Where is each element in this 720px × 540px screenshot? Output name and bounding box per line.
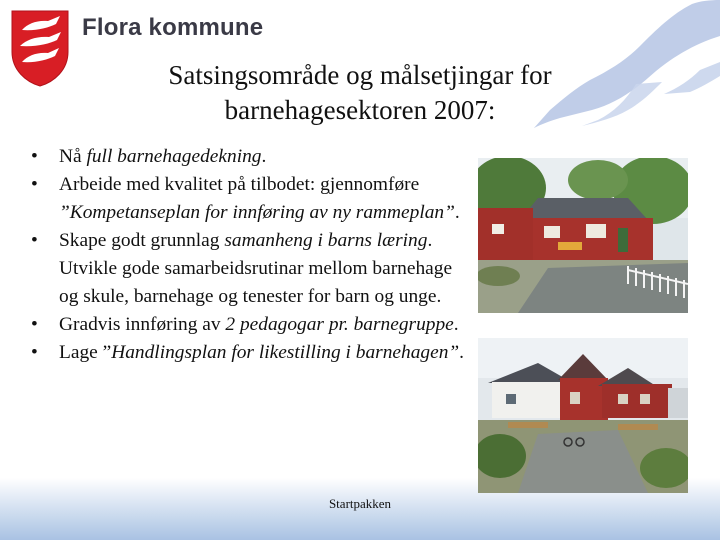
- bullet-text-run: full barnehagedekning: [86, 146, 262, 167]
- bullet-text-run: Lage ”: [59, 342, 112, 363]
- bullet-list: [30, 143, 470, 367]
- bullet-item: [30, 311, 470, 339]
- organization-name: Flora kommune: [82, 14, 264, 41]
- footer-text: Startpakken: [328, 496, 392, 511]
- bullet-text-run: . Utvikle gode samarbeidsrutinar mellom barnehage og skule, barnehage og tenester for barn og unge.: [59, 230, 453, 307]
- bullet-text-run: Arbeide med kvalitet på tilbodet: gjennomføre: [59, 174, 420, 195]
- kindergarten-photo-red-building: [478, 158, 688, 313]
- bullet-text-run: .: [454, 202, 460, 223]
- bullet-text-run: Skape godt grunnlag: [59, 230, 225, 251]
- bullet-item: [30, 171, 470, 227]
- bullet-text-run: Nå: [59, 146, 87, 167]
- bullet-text-run: .: [261, 146, 267, 167]
- bullet-item: [30, 339, 470, 367]
- coat-of-arms-fish-icon: [8, 8, 72, 88]
- bullet-text-run: Gradvis innføring av: [59, 314, 226, 335]
- bullet-text-run: samanheng i barns læring: [224, 230, 428, 251]
- slide-title: [100, 58, 620, 128]
- bullet-text-run: Handlingsplan for likestilling i barnehagen”: [111, 342, 460, 363]
- bullet-item: [30, 227, 470, 311]
- slide-title-line-1: Satsingsområde og målsetjingar for: [168, 60, 552, 90]
- slide-title-line-2: barnehagesektoren 2007:: [224, 95, 496, 125]
- bullet-text-run: .: [453, 314, 459, 335]
- bullet-text-run: 2 pedagogar pr. barnegruppe: [225, 314, 454, 335]
- bullet-text-run: ”Kompetanseplan for innføring av ny rammeplan”: [59, 202, 455, 223]
- bullet-text-run: .: [459, 342, 465, 363]
- kindergarten-photo-red-houses-playground: [478, 338, 688, 493]
- bullet-item: [30, 143, 470, 171]
